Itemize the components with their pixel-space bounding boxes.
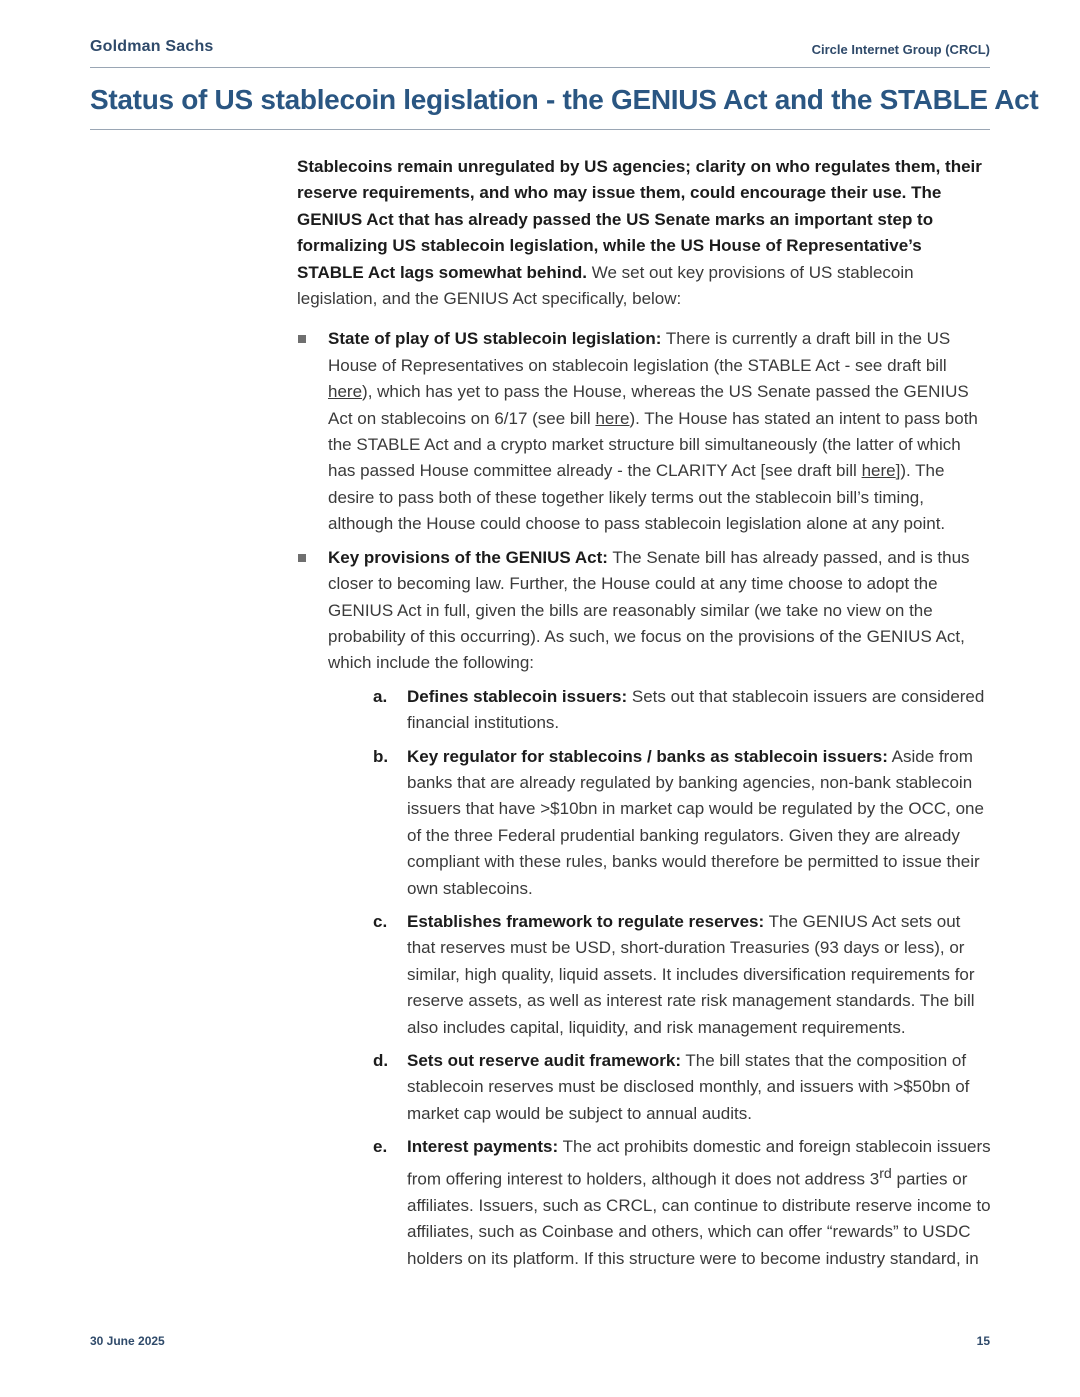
provision-heading: Defines stablecoin issuers: [407, 686, 628, 706]
intro-normal: We set out key provisions of US stablecoin legislation, and the GENIUS Act specifically, below: [297, 262, 914, 309]
bullet-text: There is currently a draft bill in the US House of Representatives on stablecoin legislation (the STABLE Act - see draft bill [328, 329, 951, 375]
bullet-text: The Senate bill has already passed, and is thus closer to becoming law. Further, the House could at any time choose to adopt the GENIUS Act in full, given the bills are reasonably similar (we take no view on the probability of this occurring). As such, we focus on the provisions of the GENIUS Act, which include the following: [328, 547, 970, 673]
provision-item-c [328, 909, 991, 1041]
bullet-heading: Key provisions of the GENIUS Act: [328, 547, 608, 567]
page-title: Status of US stablecoin legislation - the GENIUS Act and the STABLE Act [90, 84, 1039, 115]
bullet-square-icon [298, 335, 306, 343]
header-firm-name: Goldman Sachs [90, 38, 214, 55]
provision-text: Aside from banks that are already regulated by banking agencies, non-bank stablecoin issuers that have >$10bn in market cap would be regulated by the OCC, one of the three Federal prudential banking regulators. Given they are already compliant with these rules, banks would therefore be permitted to issue their own stablecoins. [407, 746, 984, 898]
provision-item-a [328, 684, 991, 737]
clarity-act-link[interactable]: here [861, 461, 896, 481]
body-text [297, 154, 991, 1279]
provision-text: The bill states that the composition of stablecoin reserves must be disclosed monthly, and issuers with >$50bn of market cap would be subject to annual audits. [407, 1051, 970, 1123]
provision-item-e [328, 1134, 991, 1272]
page-number: 15 [976, 1334, 990, 1348]
provision-item-b [328, 744, 991, 902]
provision-letter: b. [373, 746, 389, 766]
intro-bold: Stablecoins remain unregulated by US agencies; clarity on who regulates them, their reserve requirements, and who may issue them, could encourage their use. The GENIUS Act that has already passed the US Senate marks an important step to formalizing US stablecoin legislation, while the US House of Representative’s STABLE Act lags somewhat behind. [297, 157, 982, 282]
intro-paragraph [297, 154, 991, 312]
provision-text: Sets out that stablecoin issuers are considered financial institutions. [407, 686, 985, 733]
bullet-list [297, 326, 991, 1271]
footer-date: 30 June 2025 [90, 1334, 165, 1348]
bullet-text: ), which has yet to pass the House, whereas the US Senate passed the GENIUS Act on stablecoins on 6/17 (see bill [328, 382, 969, 428]
bullet-key-provisions [297, 545, 991, 1272]
bullet-state-of-play [297, 326, 991, 537]
header-divider [90, 67, 990, 68]
bullet-text: ]). The desire to pass both of these together likely terms out the stablecoin bill’s timing, although the House could choose to pass stablecoin legislation alone at any point. [328, 461, 946, 534]
bullet-heading: State of play of US stablecoin legislation: [328, 329, 662, 349]
provision-letter: a. [373, 686, 388, 706]
provision-heading: Establishes framework to regulate reserves: [407, 911, 765, 931]
provision-heading: Key regulator for stablecoins / banks as stablecoin issuers: [407, 746, 888, 766]
stable-act-link[interactable]: here [328, 382, 363, 402]
provision-text: The GENIUS Act sets out that reserves must be USD, short-duration Treasuries (93 days or less), or similar, high quality, liquid assets. It includes diversification requirements for reserve assets, as well as interest rate risk management standards. The bill also includes capital, liquidity, and risk management requirements. [407, 911, 975, 1037]
header-company-name: Circle Internet Group (CRCL) [811, 42, 990, 57]
bullet-text: ). The House has stated an intent to pass both the STABLE Act and a crypto market structure bill simultaneously (the latter of which has passed House committee already - the CLARITY Act [see draft bill [328, 408, 978, 481]
provision-letter: d. [373, 1051, 389, 1070]
provision-letter: c. [373, 911, 388, 931]
provision-text: The act prohibits domestic and foreign stablecoin issuers from offering interest to holders, although it does not address 3 [407, 1137, 991, 1189]
provision-text: parties or affiliates. Issuers, such as CRCL, can continue to distribute reserve income to affiliates, such as Coinbase and others, which can offer “rewards” to USDC holders on its platform. If this structure were to become industry standard, in [407, 1169, 991, 1268]
provision-letter: e. [373, 1137, 388, 1157]
title-divider [90, 129, 990, 130]
provision-heading: Interest payments: [407, 1137, 559, 1157]
ordinal-superscript: rd [879, 1165, 892, 1182]
provision-item-d [328, 1048, 991, 1127]
bullet-square-icon [298, 554, 306, 562]
provision-heading: Sets out reserve audit framework: [407, 1051, 681, 1070]
genius-act-link[interactable]: here [595, 408, 630, 428]
provisions-list [328, 684, 991, 1272]
